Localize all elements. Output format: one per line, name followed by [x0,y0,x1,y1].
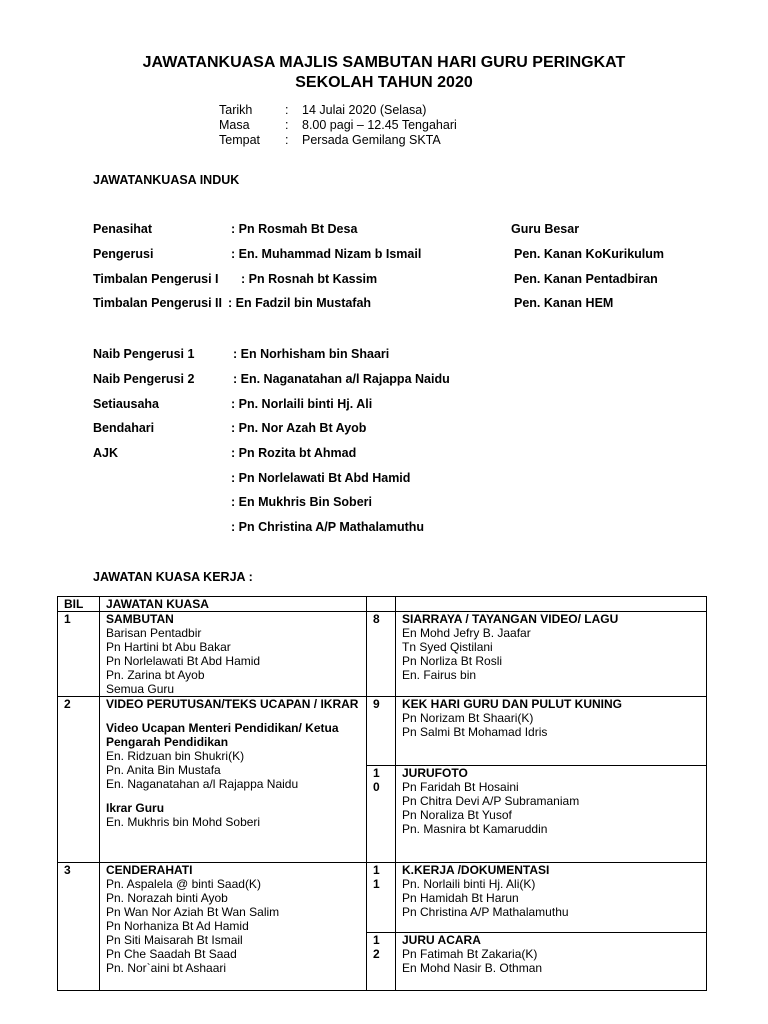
meta-value: 8.00 pagi – 12.45 Tengahari [302,118,457,132]
row-number: 8 [367,612,396,697]
committee-members: Pn. Aspalela @ binti Saad(K) Pn. Norazah binti Ayob Pn Wan Nor Aziah Bt Wan Salim Pn Norhaniza Bt Ad Hamid Pn Siti Maisarah Bt Ismail Pn Che Saadah Bt Saad Pn. Nor`aini bt Ashaari [106,877,280,975]
table-row [58,863,707,933]
committee-table [57,596,707,991]
naib-name: : Pn. Nor Azah Bt Ayob [231,421,367,435]
document-title-line-1: JAWATANKUASA MAJLIS SAMBUTAN HARI GURU PERINGKAT [142,54,626,71]
naib-name: : Pn Norlelawati Bt Abd Hamid [231,471,411,485]
row-number: 1 1 [367,863,396,933]
row-number: 1 0 [367,766,396,863]
naib-role: Bendahari [93,421,155,435]
induk-name: : Pn Rosmah Bt Desa [231,222,358,236]
naib-role: AJK [93,446,119,460]
kerja-heading: JAWATAN KUASA KERJA : [93,570,253,584]
induk-position: Pen. Kanan HEM [514,296,614,310]
committee-subheading: Ikrar Guru [106,801,165,815]
induk-role: Timbalan Pengerusi II [93,296,222,310]
committee-heading: VIDEO PERUTUSAN/TEKS UCAPAN / IKRAR [106,697,359,711]
naib-role: Naib Pengerusi 2 [93,372,195,386]
committee-heading: JURUFOTO [402,766,468,780]
induk-role: Timbalan Pengerusi I [93,272,219,286]
row-number: 3 [58,863,100,991]
committee-members: En. Mukhris bin Mohd Soberi [106,815,261,829]
induk-position: Pen. Kanan Pentadbiran [514,272,658,286]
meta-key: Tempat [219,133,260,147]
meta-row-venue: Tempat : Persada Gemilang SKTA [219,133,441,147]
committee-members: Barisan Pentadbir Pn Hartini bt Abu Bakar Pn Norlelawati Bt Abd Hamid Pn. Zarina bt Ayob Semua Guru [106,626,261,696]
naib-name: : Pn. Norlaili binti Hj. Ali [231,397,373,411]
meta-key: Tarikh [219,103,253,117]
header-jawatan-kuasa: JAWATAN KUASA [100,597,367,612]
induk-position: Pen. Kanan KoKurikulum [514,247,665,261]
header-bil: BIL [58,597,100,612]
meta-row-time: Masa : 8.00 pagi – 12.45 Tengahari [219,118,457,132]
induk-heading: JAWATANKUASA INDUK [93,173,240,187]
naib-name: : Pn Christina A/P Mathalamuthu [231,520,425,534]
row-number: 9 [367,697,396,766]
naib-name: : En. Naganatahan a/l Rajappa Naidu [233,372,450,386]
naib-name: : En Norhisham bin Shaari [233,347,390,361]
committee-heading: CENDERAHATI [106,863,193,877]
meta-value: 14 Julai 2020 (Selasa) [302,103,427,117]
induk-position: Guru Besar [511,222,580,236]
committee-heading: SIARRAYA / TAYANGAN VIDEO/ LAGU [402,612,619,626]
table-row [58,697,707,766]
table-row [58,612,707,697]
naib-role: Setiausaha [93,397,160,411]
meta-value: Persada Gemilang SKTA [302,133,441,147]
committee-members: Pn Fatimah Bt Zakaria(K) En Mohd Nasir B. Othman [402,947,543,975]
induk-name: : En. Muhammad Nizam b Ismail [231,247,422,261]
row-number: 2 [58,697,100,863]
induk-role: Penasihat [93,222,153,236]
meta-row-date: Tarikh : 14 Julai 2020 (Selasa) [219,103,427,117]
table-header-row [58,597,707,612]
naib-name: : En Mukhris Bin Soberi [231,495,372,509]
committee-heading: K.KERJA /DOKUMENTASI [402,863,550,877]
induk-role: Pengerusi [93,247,154,261]
row-number: 1 [58,612,100,697]
row-number: 1 2 [367,933,396,991]
committee-members: En Mohd Jefry B. Jaafar Tn Syed Qistilani Pn Norliza Bt Rosli En. Fairus bin [402,626,531,682]
committee-members: Pn Faridah Bt Hosaini Pn Chitra Devi A/P Subramaniam Pn Noraliza Bt Yusof Pn. Masnira bt Kamaruddin [402,780,580,836]
committee-heading: KEK HARI GURU DAN PULUT KUNING [402,697,622,711]
committee-members: Pn. Norlaili binti Hj. Ali(K) Pn Hamidah Bt Harun Pn Christina A/P Mathalamuthu [402,877,569,919]
document-title-line-2: SEKOLAH TAHUN 2020 [295,74,473,91]
committee-heading: SAMBUTAN [106,612,174,626]
committee-members: En. Ridzuan bin Shukri(K) Pn. Anita Bin Mustafa En. Naganatahan a/l Rajappa Naidu [106,749,299,791]
induk-name: : Pn Rosnah bt Kassim [241,272,378,286]
naib-role: Naib Pengerusi 1 [93,347,195,361]
naib-name: : Pn Rozita bt Ahmad [231,446,357,460]
committee-heading: JURU ACARA [402,933,481,947]
induk-name: : En Fadzil bin Mustafah [228,296,372,310]
committee-subheading: Video Ucapan Menteri Pendidikan/ Ketua Pengarah Pendidikan [106,721,339,749]
meta-key: Masa [219,118,250,132]
committee-members: Pn Norizam Bt Shaari(K) Pn Salmi Bt Mohamad Idris [402,711,548,739]
